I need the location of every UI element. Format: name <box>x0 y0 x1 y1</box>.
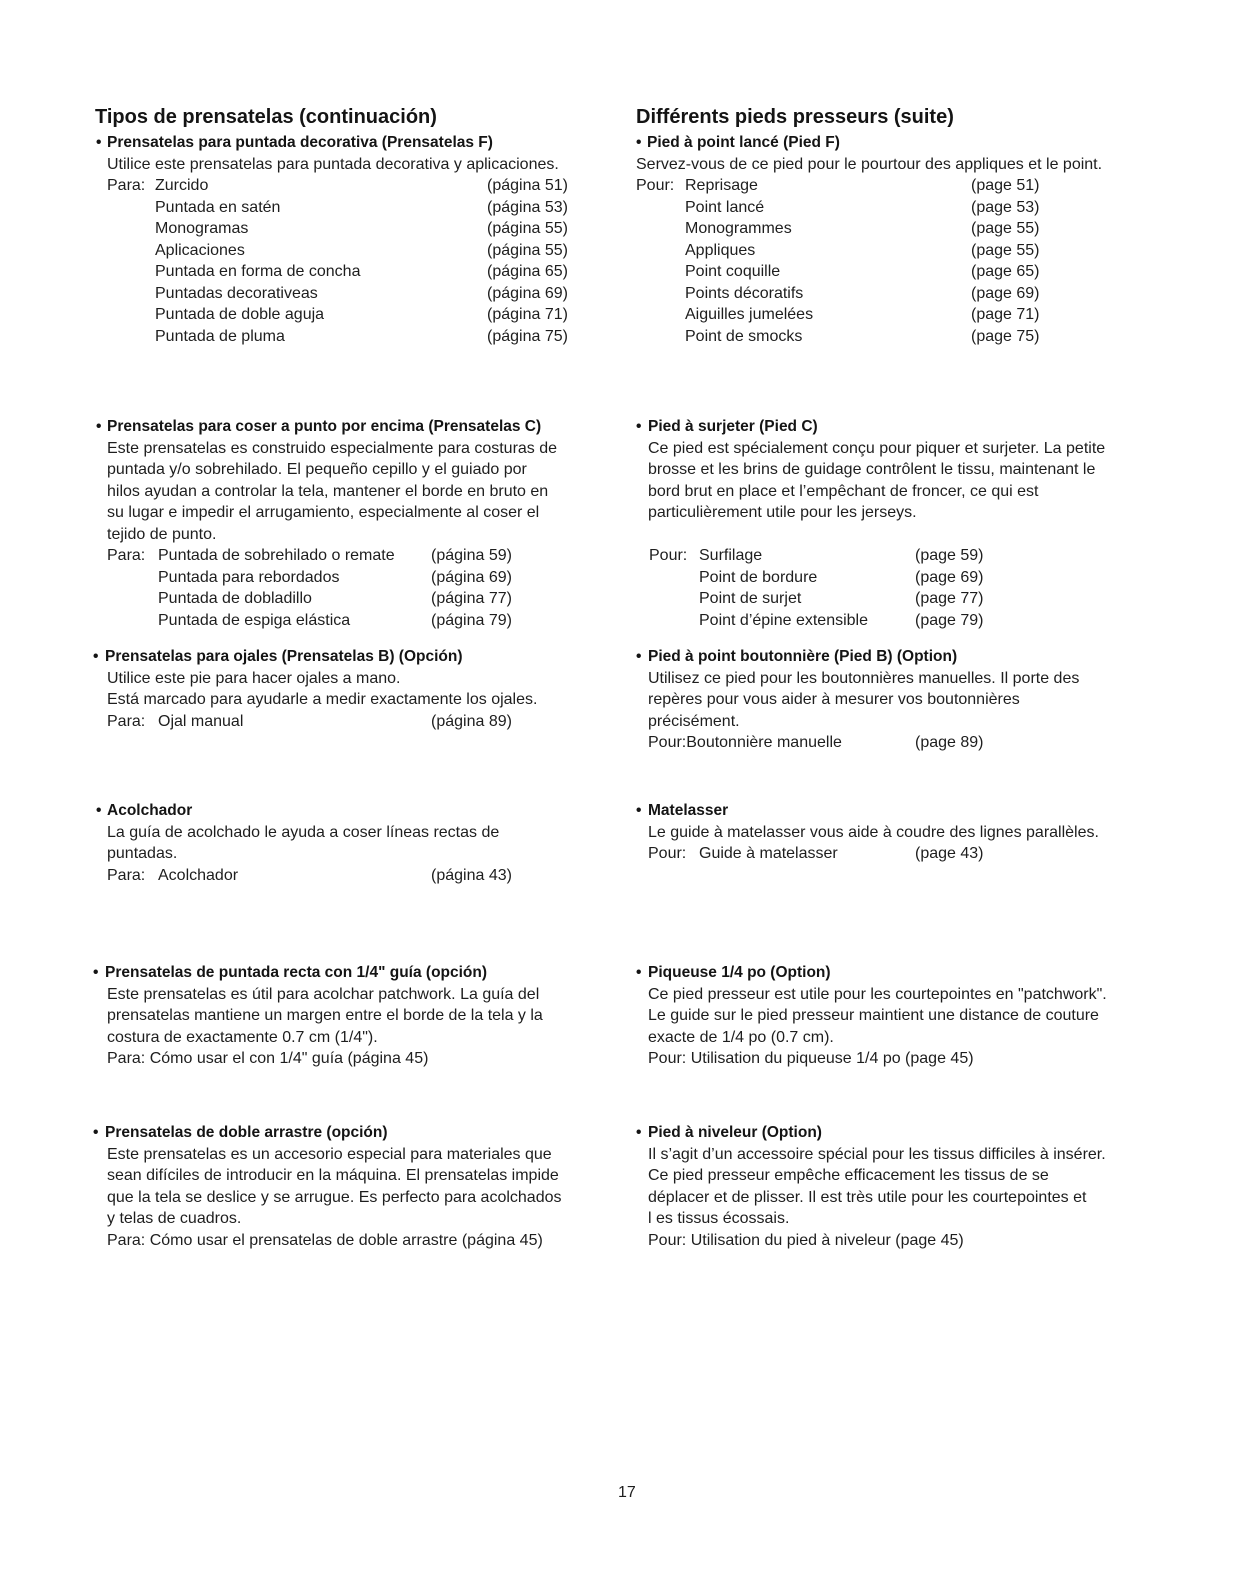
bullet-icon: • <box>96 134 102 151</box>
body-line: Utilice este pie para hacer ojales a mano. <box>107 669 401 687</box>
item-page: (page 69) <box>971 284 1040 302</box>
item-label: Acolchador <box>158 866 239 884</box>
list-item <box>107 304 568 326</box>
body-line: su lugar e impedir el arrugamiento, especialmente al coser el <box>107 504 540 521</box>
item-label: Ojal manual <box>158 712 244 730</box>
body-line: y telas de cuadros. <box>107 1210 242 1227</box>
item-label: Point coquille <box>685 263 781 280</box>
item-label: Pour:Boutonnière manuelle <box>648 734 842 751</box>
item-label: Surfilage <box>699 547 763 564</box>
heading-text: Prensatelas para coser a punto por encima (Prensatelas C) <box>107 418 542 435</box>
heading-text: Prensatelas para puntada decorativa (Prensatelas F) <box>107 134 493 151</box>
item-label: Monogramas <box>155 220 249 237</box>
list-item <box>636 218 1102 240</box>
item-label: Point de bordure <box>699 568 818 586</box>
list-item <box>107 610 557 632</box>
french-title: Différents pieds presseurs (suite) <box>636 106 954 128</box>
body-line: tejido de punto. <box>107 525 217 543</box>
item-page: (página 69) <box>431 568 512 586</box>
list-prefix: Para: <box>107 712 146 730</box>
es-quarter-inch-section <box>93 962 543 1070</box>
item-page: (page 65) <box>971 263 1040 280</box>
list-prefix: Pour: <box>648 845 687 862</box>
heading-text: Acolchador <box>107 802 193 819</box>
item-page: (page 55) <box>971 220 1040 237</box>
heading-text: Pied à surjeter (Pied C) <box>648 418 818 435</box>
list-item <box>648 588 1105 610</box>
usage-line: Pour: Utilisation du pied à niveleur (page 45) <box>648 1231 964 1249</box>
item-label: Puntada de doble aguja <box>155 306 325 323</box>
list-item <box>107 175 568 197</box>
es-buttonhole-section <box>93 646 538 732</box>
es-walking-heading <box>93 1122 562 1144</box>
item-page: (página 55) <box>487 220 568 237</box>
heading-text: Pied à niveleur (Option) <box>648 1124 822 1141</box>
list-item <box>636 326 1102 348</box>
usage-line: Para: Cómo usar el prensatelas de doble arrastre (página 45) <box>107 1231 543 1249</box>
list-item <box>648 843 1099 865</box>
body-line: Ce pied est spécialement conçu pour piquer et surjeter. La petite <box>648 439 1106 457</box>
es-decorative-heading <box>96 132 559 154</box>
item-page: (página 43) <box>431 866 512 884</box>
item-label: Puntada de pluma <box>155 327 285 345</box>
body-line: sean difíciles de introducir en la máquina. El prensatelas impide <box>107 1167 559 1184</box>
list-prefix: Pour: <box>636 177 675 194</box>
item-label: Point de smocks <box>685 327 803 345</box>
item-label: Reprisage <box>685 177 758 194</box>
bullet-icon: • <box>636 964 642 981</box>
es-decorative-text: Utilice este prensatelas para puntada decorativa y aplicaciones. <box>107 155 559 173</box>
body-line: Este prensatelas es útil para acolchar patchwork. La guía del <box>107 985 540 1003</box>
blank-line <box>648 524 1105 546</box>
body-line: bord brut en place et l’empêchant de froncer, ce qui est <box>648 482 1039 500</box>
body-line: Il s’agit d’un accessoire spécial pour les tissus difficiles à insérer. <box>648 1145 1106 1163</box>
es-buttonhole-heading <box>93 646 537 668</box>
item-label: Point de surjet <box>699 590 802 607</box>
item-page: (página 75) <box>487 327 568 345</box>
heading-text: Piqueuse 1/4 po (Option) <box>648 964 831 981</box>
bullet-icon: • <box>636 648 642 665</box>
list-item <box>648 567 1105 589</box>
body-line: Está marcado para ayudarle a medir exactamente los ojales. <box>107 691 538 708</box>
body-line: exacte de 1/4 po (0.7 cm). <box>648 1028 834 1046</box>
heading-text: Prensatelas de puntada recta con 1/4" guía (opción) <box>105 964 488 981</box>
body-line: puntada y/o sobrehilado. El pequeño cepillo y el guiado por <box>107 461 527 478</box>
item-label: Point d’épine extensible <box>699 611 869 629</box>
list-item <box>107 240 568 262</box>
body-line: hilos ayudan a controlar la tela, mantener el borde en bruto en <box>107 482 549 500</box>
item-page: (página 89) <box>431 712 512 730</box>
bullet-icon: • <box>636 1124 642 1141</box>
list-item <box>107 545 557 567</box>
item-page: (página 77) <box>431 590 512 607</box>
list-item <box>107 326 568 348</box>
item-label: Guide à matelasser <box>699 845 838 862</box>
bullet-icon: • <box>93 1124 99 1141</box>
bullet-icon: • <box>96 802 102 819</box>
body-line: costura de exactamente 0.7 cm (1/4"). <box>107 1028 378 1046</box>
fr-quarter-inch-heading <box>636 962 1107 984</box>
es-walking-section <box>93 1122 562 1251</box>
fr-walking-heading <box>636 1122 1106 1144</box>
list-item <box>636 240 1102 262</box>
item-page: (página 51) <box>487 177 568 194</box>
usage-line: Para: Cómo usar el con 1/4" guía (página 45) <box>107 1050 429 1067</box>
bullet-icon: • <box>93 648 99 665</box>
fr-overlock-heading <box>636 416 1105 438</box>
item-page: (page 77) <box>915 590 984 607</box>
es-overlock-section <box>96 416 558 631</box>
list-prefix: Para: <box>107 547 146 564</box>
body-line: déplacer et de plisser. Il est très utile pour les courtepointes et <box>648 1188 1087 1206</box>
list-item <box>636 175 1102 197</box>
heading-text: Pied à point lancé (Pied F) <box>647 134 840 151</box>
item-page: (page 43) <box>915 845 984 862</box>
item-page: (página 69) <box>487 284 568 302</box>
item-page: (página 71) <box>487 306 568 323</box>
spanish-title: Tipos de prensatelas (continuación) <box>95 106 437 128</box>
list-item <box>107 218 568 240</box>
item-label: Zurcido <box>155 177 209 194</box>
body-line: Este prensatelas es un accesorio especial para materiales que <box>107 1145 552 1163</box>
item-label: Aplicaciones <box>155 241 245 259</box>
list-item <box>636 261 1102 283</box>
body-line: La guía de acolchado le ayuda a coser líneas rectas de <box>107 823 500 841</box>
list-item <box>107 567 557 589</box>
body-line: Ce pied presseur empêche efficacement les tissus de se <box>648 1167 1049 1184</box>
list-prefix: Para: <box>107 866 146 884</box>
list-prefix: Para: <box>107 177 146 194</box>
item-label: Puntada de espiga elástica <box>158 611 351 629</box>
item-label: Puntadas decorativeas <box>155 284 318 302</box>
bullet-icon: • <box>636 802 642 819</box>
item-page: (página 59) <box>431 547 512 564</box>
es-quarter-inch-heading <box>93 962 543 984</box>
es-quilter-section <box>96 800 512 886</box>
item-page: (page 51) <box>971 177 1040 194</box>
item-page: (page 55) <box>971 241 1040 259</box>
item-label: Aiguilles jumelées <box>685 306 814 323</box>
list-item <box>648 732 1079 754</box>
item-page: (page 71) <box>971 306 1040 323</box>
body-line: repères pour vous aider à mesurer vos boutonnières <box>648 691 1020 708</box>
item-label: Point lancé <box>685 198 765 216</box>
list-item <box>648 545 1105 567</box>
fr-decorative-section <box>636 132 1102 347</box>
list-item <box>636 283 1102 305</box>
fr-quarter-inch-section <box>636 962 1107 1070</box>
item-page: (página 65) <box>487 263 568 280</box>
list-item <box>636 304 1102 326</box>
usage-line: Pour: Utilisation du piqueuse 1/4 po (page 45) <box>648 1050 974 1067</box>
body-line: Ce pied presseur est utile pour les courtepointes en "patchwork". <box>648 985 1107 1003</box>
heading-text: Prensatelas de doble arrastre (opción) <box>105 1124 388 1141</box>
item-label: Points décoratifs <box>685 284 804 302</box>
list-item <box>107 865 512 887</box>
body-line: que la tela se deslice y se arrugue. Es perfecto para acolchados <box>107 1188 562 1206</box>
list-item <box>107 197 568 219</box>
fr-quilter-heading <box>636 800 1099 822</box>
item-page: (página 53) <box>487 198 568 216</box>
item-label: Puntada de sobrehilado o remate <box>158 547 395 564</box>
es-quilter-heading <box>96 800 499 822</box>
body-line: précisément. <box>648 712 740 730</box>
item-page: (page 69) <box>915 568 984 586</box>
fr-overlock-section <box>636 416 1106 631</box>
es-decorative-section <box>96 132 568 347</box>
fr-buttonhole-section <box>636 646 1080 754</box>
body-line: Le guide à matelasser vous aide à coudre des lignes parallèles. <box>648 823 1099 841</box>
bullet-icon: • <box>93 964 99 981</box>
page-number: 17 <box>618 1484 636 1501</box>
list-item <box>107 261 568 283</box>
list-item <box>648 610 1105 632</box>
item-page: (page 89) <box>915 734 984 751</box>
item-label: Monogrammes <box>685 220 792 237</box>
item-page: (page 59) <box>915 547 984 564</box>
item-label: Appliques <box>685 241 756 259</box>
item-label: Puntada en forma de concha <box>155 263 361 280</box>
list-item <box>107 283 568 305</box>
bullet-icon: • <box>636 134 642 151</box>
fr-decorative-heading <box>636 132 1102 154</box>
body-line: Este prensatelas es construido especialmente para costuras de <box>107 439 558 457</box>
item-label: Puntada para rebordados <box>158 568 340 586</box>
item-page: (page 75) <box>971 327 1040 345</box>
item-label: Puntada de dobladillo <box>158 590 312 607</box>
bullet-icon: • <box>96 418 102 435</box>
fr-walking-section <box>636 1122 1106 1251</box>
list-item <box>107 711 537 733</box>
list-item <box>107 588 557 610</box>
body-line: prensatelas mantiene un margen entre el borde de la tela y la <box>107 1007 543 1024</box>
body-line: l es tissus écossais. <box>648 1210 790 1227</box>
fr-decorative-text: Servez-vous de ce pied pour le pourtour des appliques et le point. <box>636 155 1103 173</box>
item-label: Puntada en satén <box>155 198 281 216</box>
heading-text: Matelasser <box>648 802 729 819</box>
body-line: particulièrement utile pour les jerseys. <box>648 504 917 521</box>
body-line: Le guide sur le pied presseur maintient une distance de couture <box>648 1007 1099 1024</box>
body-line: puntadas. <box>107 845 178 862</box>
es-overlock-heading <box>96 416 557 438</box>
item-page: (page 79) <box>915 611 984 629</box>
item-page: (página 79) <box>431 611 512 629</box>
item-page: (page 53) <box>971 198 1040 216</box>
list-prefix: Pour: <box>649 547 688 564</box>
heading-text: Prensatelas para ojales (Prensatelas B) (Opción) <box>105 648 463 665</box>
fr-quilter-section <box>636 800 1099 865</box>
heading-text: Pied à point boutonnière (Pied B) (Option) <box>648 648 958 665</box>
bullet-icon: • <box>636 418 642 435</box>
list-item <box>636 197 1102 219</box>
body-line: Utilisez ce pied pour les boutonnières manuelles. Il porte des <box>648 669 1080 687</box>
fr-buttonhole-heading <box>636 646 1079 668</box>
item-page: (página 55) <box>487 241 568 259</box>
body-line: brosse et les brins de guidage contrôlent le tissu, maintenant le <box>648 461 1096 478</box>
